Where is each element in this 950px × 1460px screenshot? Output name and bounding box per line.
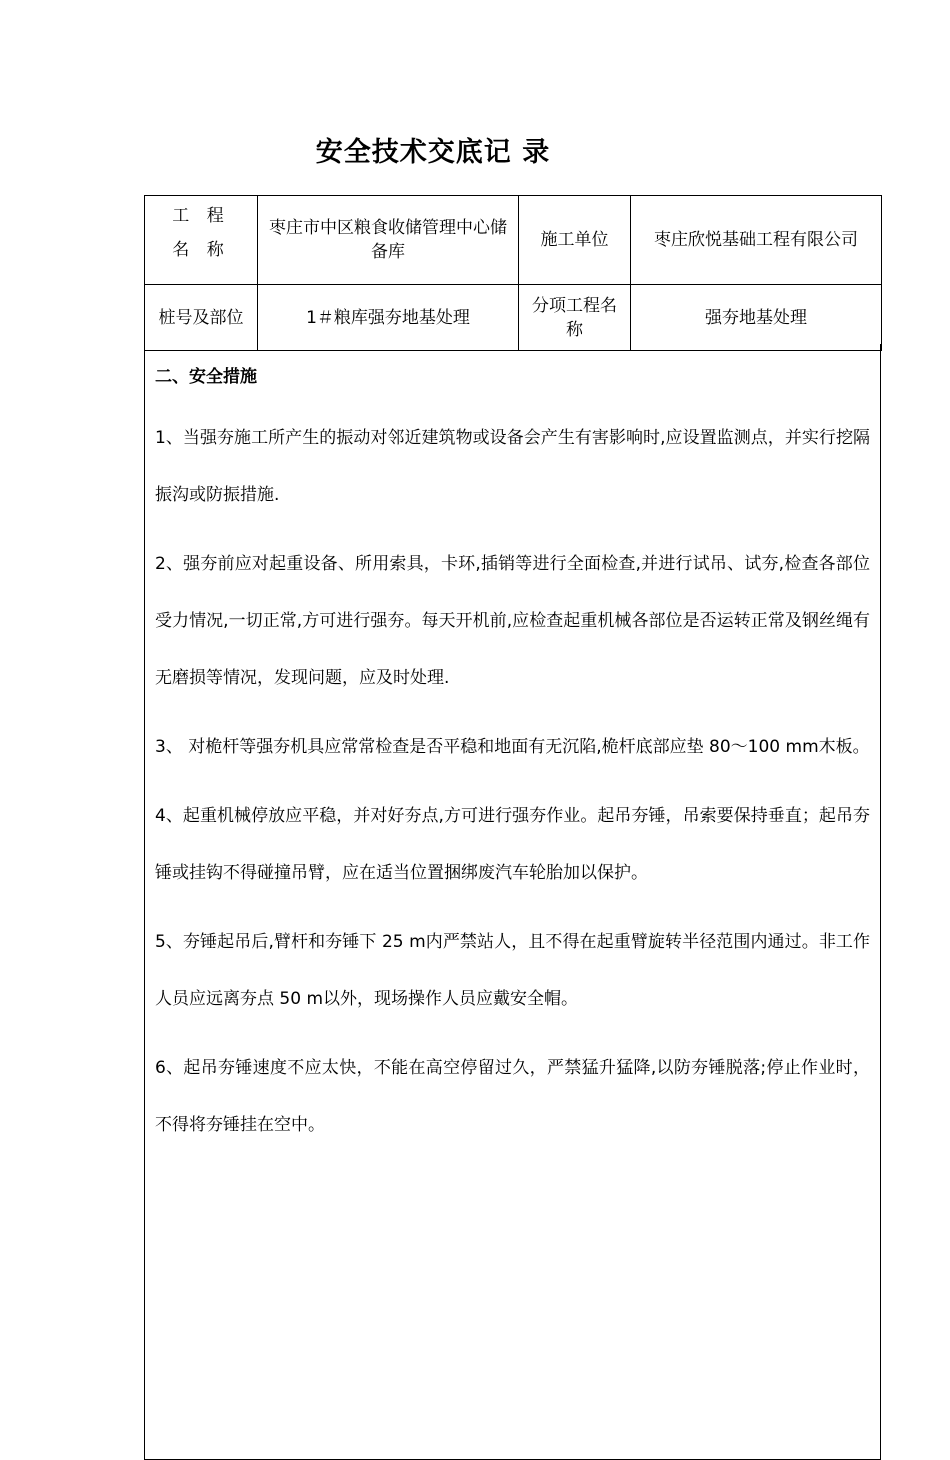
measure-paragraph-4: 4、起重机械停放应平稳，并对好夯点,方可进行强夯作业。起吊夯锤，吊索要保持垂直；起吊夯锤或挂钩不得碰撞吊臂，应在适当位置捆绑废汽车轮胎加以保护。 [155,806,870,883]
project-label-line2: 名 称 [172,240,230,260]
project-label-line1: 工 程 [172,206,230,226]
location-value-cell: 1＃粮库强夯地基处理 [258,285,519,351]
project-name-cell: 枣庄市中区粮食收储管理中心储备库 [258,196,519,285]
document-title: 安全技术交底记 录 [315,137,551,168]
header-row-project [145,196,882,285]
measure-paragraph-3: 3、 对桅杆等强夯机具应常常检查是否平稳和地面有无沉陷,桅杆底部应垫 80～100 mm木板。 [155,737,870,757]
subproject-label-cell: 分项工程名称 [519,285,631,351]
subproject-value-cell: 强夯地基处理 [631,285,882,351]
measure-paragraph-2: 2、强夯前应对起重设备、所用索具，卡环,插销等进行全面检查,并进行试吊、试夯,检查各部位受力情况,一切正常,方可进行强夯。每天开机前,应检查起重机械各部位是否运转正常及钢丝绳有无磨损等情况，发现问题，应及时处理. [155,554,870,688]
header-table [144,195,882,351]
measure-paragraph-5: 5、夯锤起吊后,臂杆和夯锤下 25 m内严禁站人，且不得在起重臂旋转半径范围内通过。非工作人员应远离夯点 50 m以外，现场操作人员应戴安全帽。 [155,932,870,1009]
measure-paragraph-1: 1、当强夯施工所产生的振动对邻近建筑物或设备会产生有害影响时,应设置监测点，并实行挖隔振沟或防振措施. [155,428,870,505]
safety-measures-section [144,344,881,1460]
measure-paragraph-6: 6、起吊夯锤速度不应太快，不能在高空停留过久，严禁猛升猛降,以防夯锤脱落;停止作业时，不得将夯锤挂在空中。 [155,1058,870,1135]
project-label-cell [145,196,258,285]
unit-name-cell: 枣庄欣悦基础工程有限公司 [631,196,882,285]
unit-label-cell: 施工单位 [519,196,631,285]
section-heading: 二、安全措施 [155,367,257,387]
header-row-location [145,285,882,351]
location-label-cell: 桩号及部位 [145,285,258,351]
